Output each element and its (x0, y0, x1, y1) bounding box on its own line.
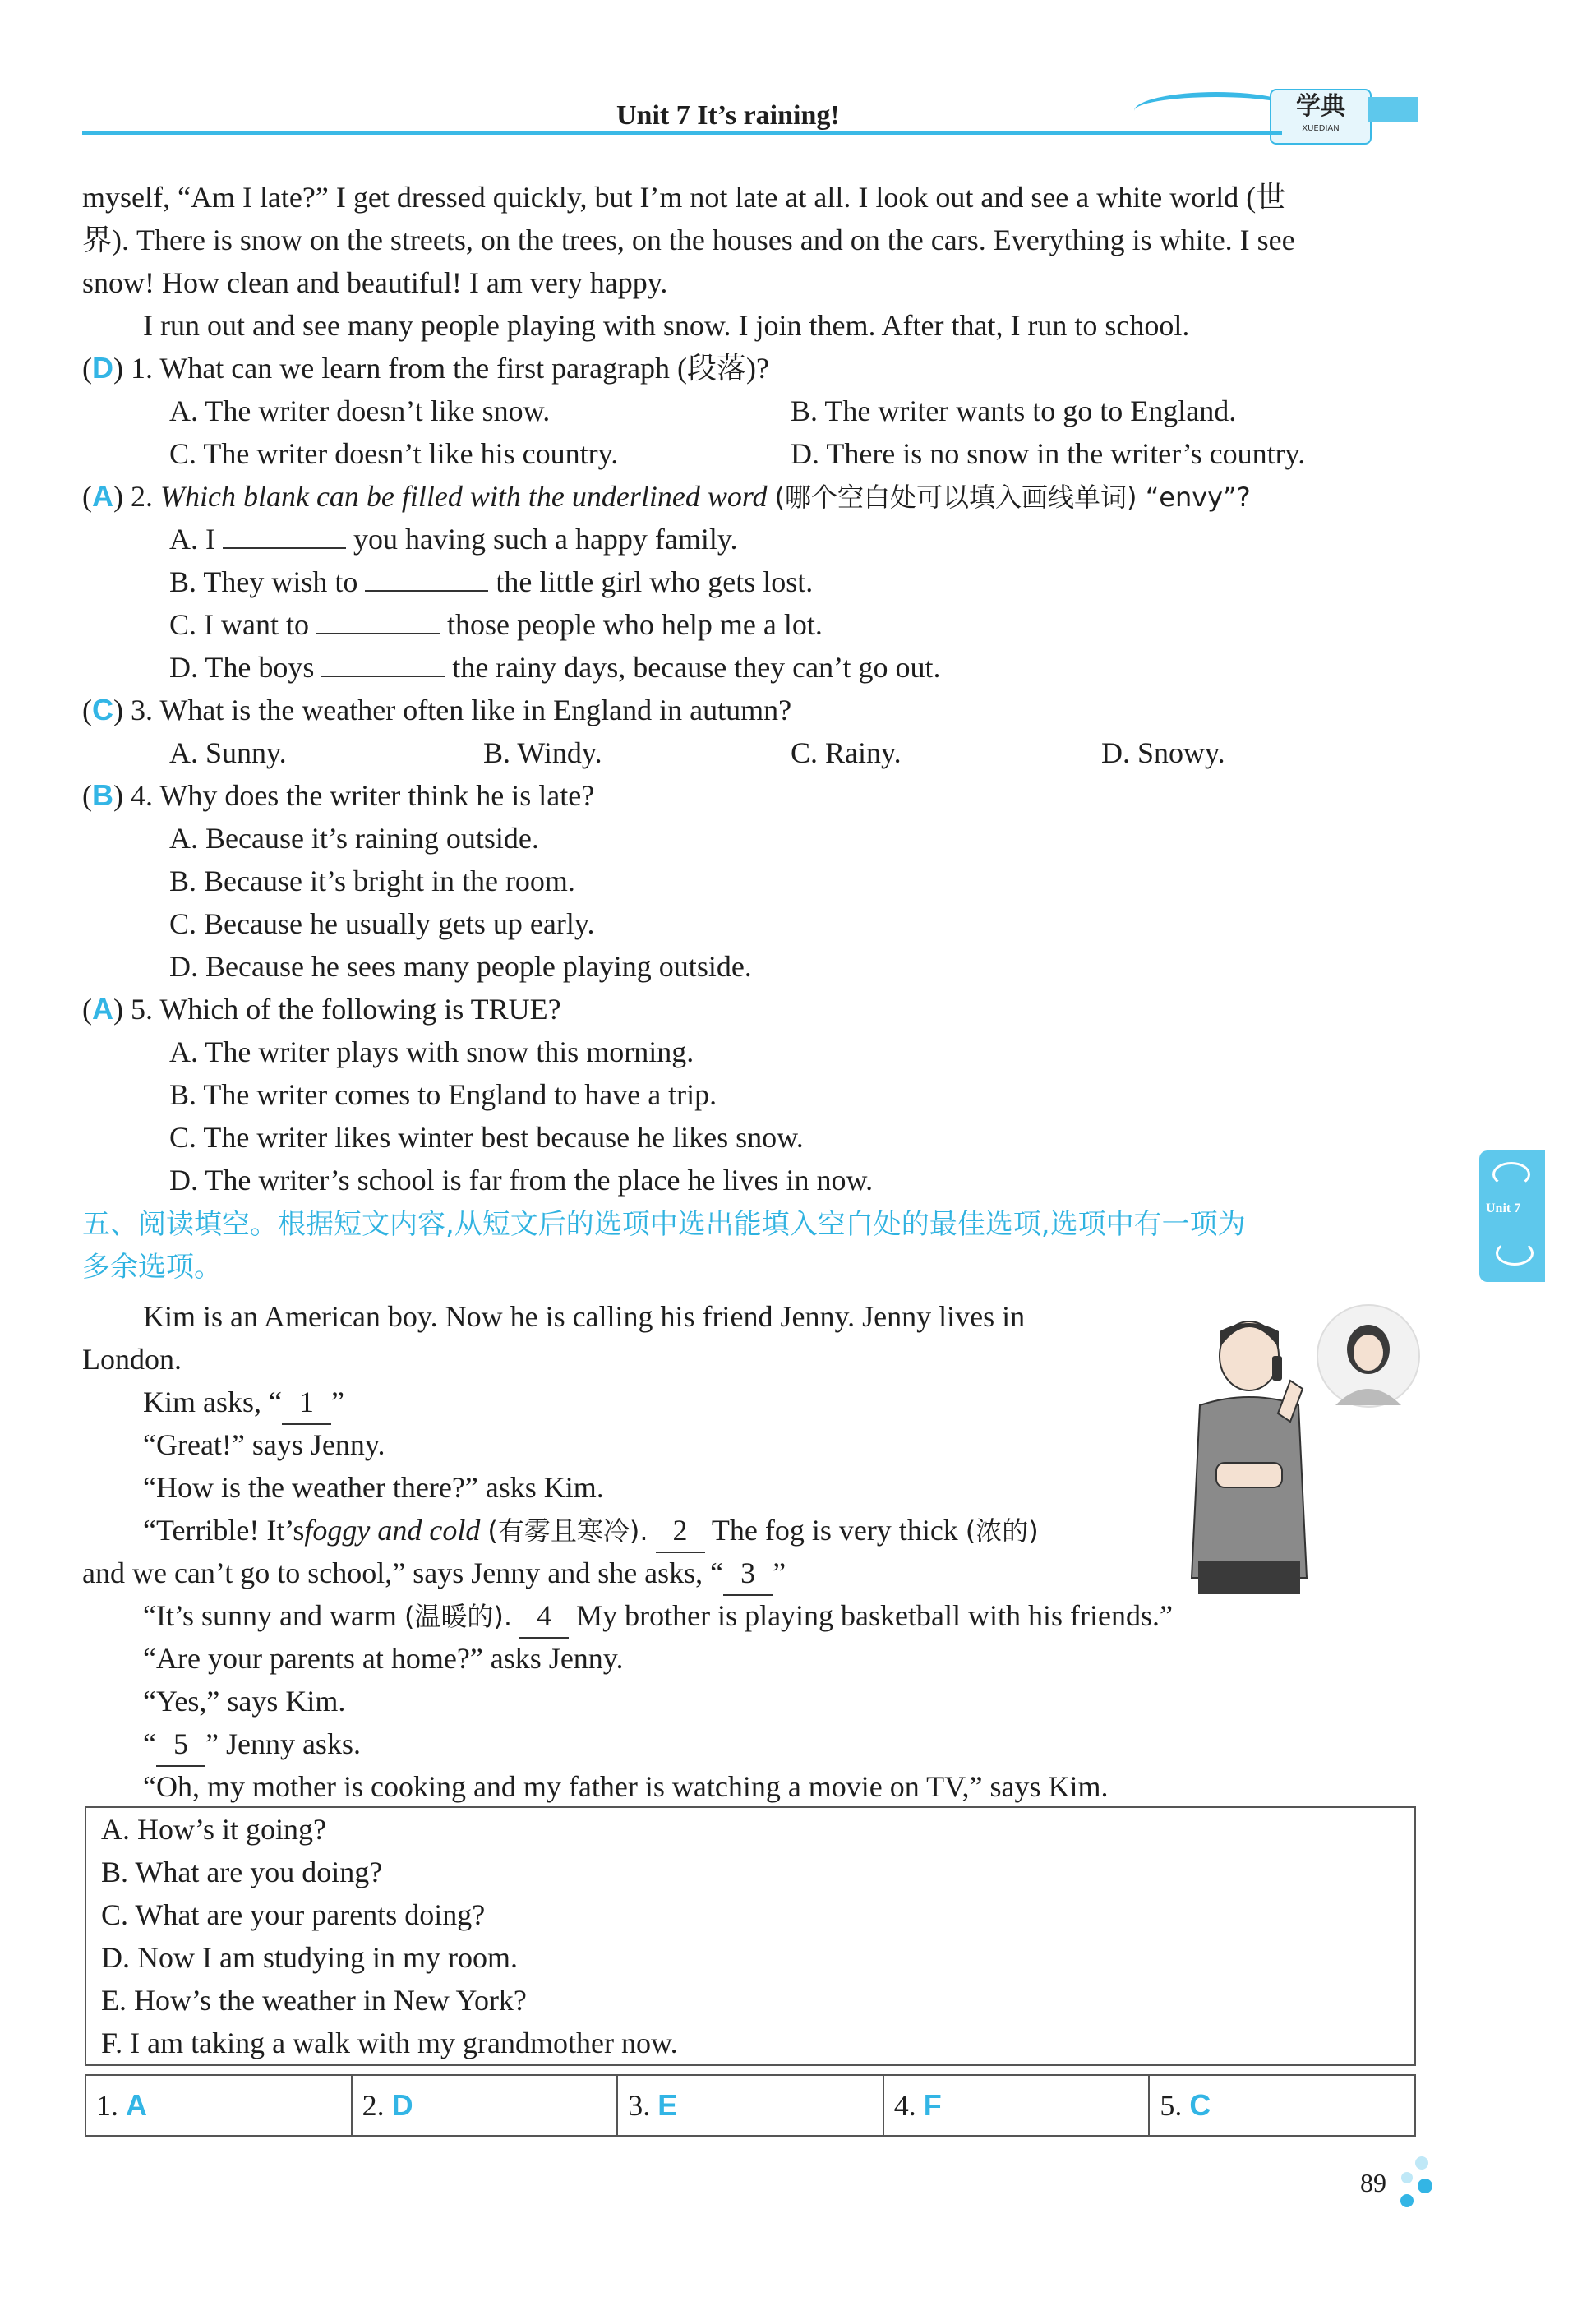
s5-line-1: Kim is an American boy. Now he is calling his friend Jenny. Jenny lives in (143, 1300, 1026, 1333)
question-2-cn: (哪个空白处可以填入画线单词) “envy”? (774, 482, 1251, 513)
s5-line-5: “How is the weather there?” asks Kim. (143, 1471, 604, 1504)
option-a: A. How’s it going? (101, 1813, 326, 1846)
question-1: (D) 1. What can we learn from the first paragraph (段落)? (82, 351, 770, 385)
header-bar-right (1368, 97, 1418, 122)
options-box (85, 1806, 1416, 2066)
header-title: Unit 7 It’s raining! (616, 100, 840, 131)
s5-line-12: “Oh, my mother is cooking and my father is watching a movie on TV,” says Kim. (143, 1770, 1109, 1803)
logo-text: 学典 (1296, 92, 1345, 121)
q4-option-c: C. Because he usually gets up early. (169, 907, 595, 940)
answer-2: A (92, 479, 113, 513)
s5-line-2: London. (82, 1343, 182, 1376)
blank-2: 2 (656, 1509, 705, 1553)
answer-4: B (92, 778, 113, 812)
logo (1270, 89, 1372, 145)
answer-cell: 5. C (1160, 2088, 1211, 2122)
logo-sub: XUEDIAN (1302, 124, 1340, 133)
question-4-stem: 4. Why does the writer think he is late? (131, 779, 595, 812)
boy-on-phone-icon (1192, 1321, 1307, 1594)
phone-call-illustration (1167, 1298, 1430, 1594)
q4-option-d: D. Because he sees many people playing outside. (169, 950, 752, 983)
q2-option-d: D. The boys the rainy days, because they can’t go out. (169, 651, 941, 684)
option-c: C. What are your parents doing? (101, 1898, 486, 1931)
q3-option-c: C. Rainy. (791, 736, 902, 769)
option-d: D. Now I am studying in my room. (101, 1941, 518, 1974)
answer-cell: 1. A (86, 2076, 353, 2135)
passage-line-1: myself, “Am I late?” I get dressed quickly, but I’m not late at all. I look out and see a white world (世 (82, 181, 1286, 214)
s5-line-4: “Great!” says Jenny. (143, 1428, 385, 1461)
s5-line-9: “Are your parents at home?” asks Jenny. (143, 1642, 624, 1675)
q5-option-a: A. The writer plays with snow this morning. (169, 1035, 694, 1068)
option-e: E. How’s the weather in New York? (101, 1984, 527, 2017)
answer-cell: 2. D (353, 2076, 619, 2135)
answer-1: D (92, 351, 113, 385)
option-f: F. I am taking a walk with my grandmother now. (101, 2027, 678, 2059)
passage-line-2: 界). There is snow on the streets, on the trees, on the houses and on the cars. Everything is white. I see (82, 224, 1295, 256)
answer-cell: 3. E (618, 2076, 884, 2135)
blank-4: 4 (519, 1594, 569, 1639)
question-5: (A) 5. Which of the following is TRUE? (82, 992, 561, 1026)
q1-option-a: A. The writer doesn’t like snow. (169, 394, 551, 427)
s5-line-10: “Yes,” says Kim. (143, 1685, 346, 1718)
passage-line-4: I run out and see many people playing with snow. I join them. After that, I run to school. (143, 309, 1190, 342)
blank-1: 1 (282, 1381, 331, 1425)
answer-table (85, 2074, 1416, 2137)
question-5-stem: 5. Which of the following is TRUE? (131, 993, 561, 1026)
section-5-heading-1: 五、阅读填空。根据短文内容,从短文后的选项中选出能填入空白处的最佳选项,选项中有一项为 (82, 1208, 1246, 1241)
header-underline (82, 131, 1282, 135)
question-2-stem: Which blank can be filled with the underlined word (160, 480, 768, 513)
q3-option-b: B. Windy. (483, 736, 602, 769)
answer-5: A (92, 992, 113, 1026)
q3-option-a: A. Sunny. (169, 736, 287, 769)
s5-line-7: and we can’t go to school,” says Jenny and she asks, “ 3 ” (82, 1552, 786, 1596)
answer-cell: 4. F (884, 2076, 1151, 2135)
page-number: 89 (1360, 2168, 1386, 2197)
unit-side-tab (1479, 1150, 1545, 1282)
q2-option-c: C. I want to those people who help me a lot. (169, 608, 823, 641)
hexagon-dots-icon (1389, 2153, 1438, 2219)
swirl-icon (1496, 1241, 1534, 1266)
question-1-stem: 1. What can we learn from the first paragraph (段落)? (131, 352, 770, 385)
side-tab-label: Unit 7 (1486, 1201, 1521, 1215)
s5-line-8: “It’s sunny and warm (温暖的). 4 My brother is playing basketball with his friends.” (143, 1594, 1173, 1639)
blank (316, 608, 440, 634)
option-b: B. What are you doing? (101, 1856, 383, 1888)
q4-option-b: B. Because it’s bright in the room. (169, 865, 575, 897)
page-header (0, 82, 1582, 148)
answer-3: C (92, 693, 113, 726)
question-2-num: 2. (131, 480, 153, 513)
blank (365, 565, 488, 592)
section-5-heading-2: 多余选项。 (82, 1251, 222, 1284)
question-3-stem: 3. What is the weather often like in England in autumn? (131, 694, 792, 726)
q3-option-d: D. Snowy. (1101, 736, 1225, 769)
s5-line-11: “ 5 ” Jenny asks. (143, 1722, 361, 1767)
question-2: (A) 2. Which blank can be filled with the underlined word (哪个空白处可以填入画线单词) “envy”? (82, 479, 1251, 513)
q1-option-c: C. The writer doesn’t like his country. (169, 437, 619, 470)
blank (223, 523, 346, 549)
s5-line-3: Kim asks, “ 1 ” (143, 1381, 344, 1425)
q2-option-a: A. I you having such a happy family. (169, 523, 738, 556)
question-4: (B) 4. Why does the writer think he is late? (82, 778, 595, 812)
passage-line-3: snow! How clean and beautiful! I am very happy. (82, 266, 668, 299)
q2-option-b: B. They wish to the little girl who gets lost. (169, 565, 814, 598)
q4-option-a: A. Because it’s raining outside. (169, 822, 539, 855)
q5-option-d: D. The writer’s school is far from the place he lives in now. (169, 1164, 874, 1197)
q5-option-b: B. The writer comes to England to have a trip. (169, 1078, 717, 1111)
q5-option-c: C. The writer likes winter best because he likes snow. (169, 1121, 804, 1154)
question-3: (C) 3. What is the weather often like in England in autumn? (82, 693, 792, 726)
swirl-icon (1492, 1162, 1530, 1187)
s5-line-6: “Terrible! It’sfoggy and cold (有雾且寒冷). 2 The fog is very thick (浓的) (143, 1509, 1039, 1553)
q1-option-d: D. There is no snow in the writer’s country. (791, 437, 1306, 470)
blank-5: 5 (156, 1722, 205, 1767)
blank (321, 651, 445, 677)
q1-option-b: B. The writer wants to go to England. (791, 394, 1237, 427)
blank-3: 3 (723, 1552, 773, 1596)
